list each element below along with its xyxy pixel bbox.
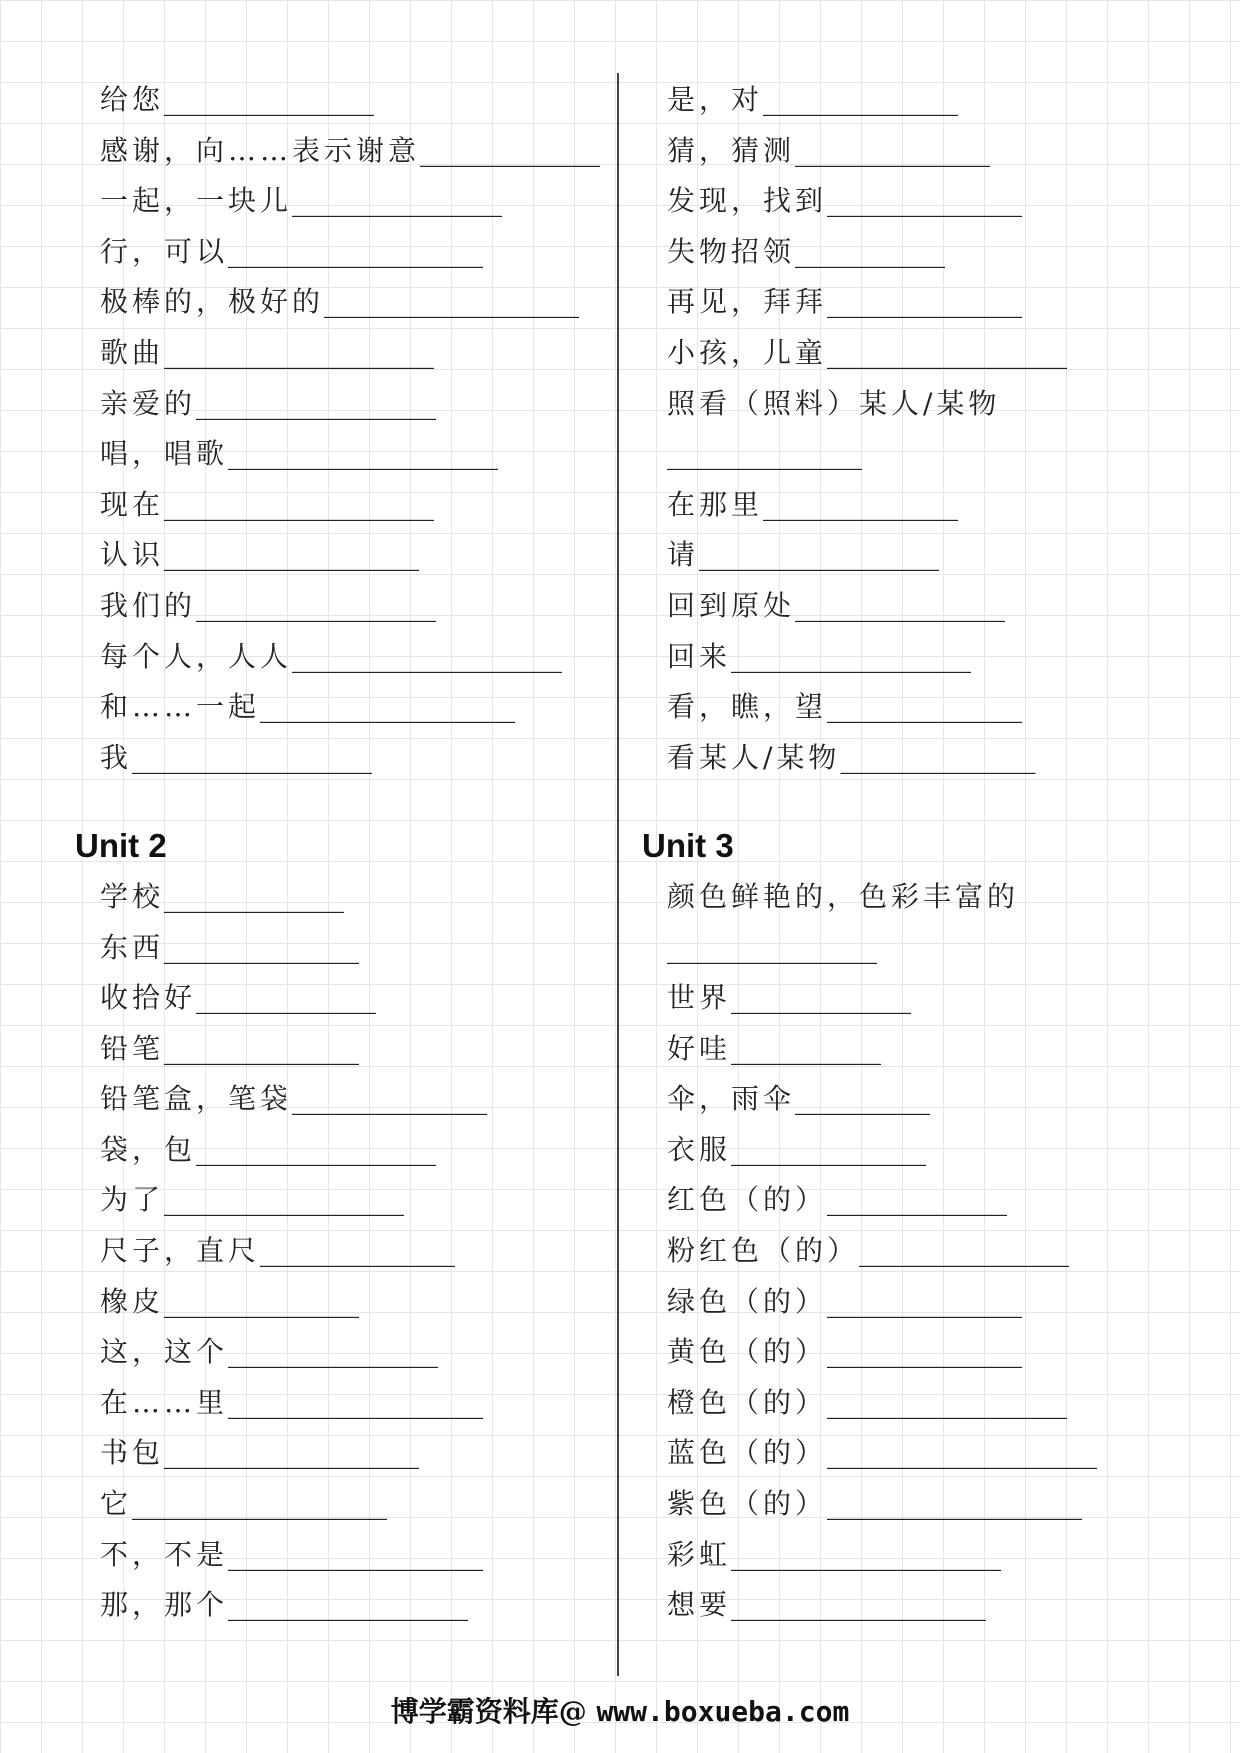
answer-blank: _____________	[164, 929, 360, 965]
vocab-item	[75, 632, 610, 683]
vocab-item	[642, 379, 1212, 430]
vocab-word: 极棒的，极好的	[100, 285, 325, 319]
answer-blank: _____________	[827, 284, 1023, 320]
answer-blank: __________________	[164, 334, 435, 370]
vocab-item	[75, 1175, 610, 1226]
vocab-item	[642, 1479, 1212, 1530]
answer-blank: ________________	[132, 739, 373, 775]
vocab-item	[75, 682, 610, 733]
vocab-word: 收拾好	[100, 981, 197, 1015]
vocab-word: 一起，一块儿	[100, 184, 293, 218]
vocab-word: 是，对	[667, 83, 764, 116]
vocab-item	[75, 1378, 610, 1429]
answer-blank: ____________	[731, 980, 912, 1016]
vocab-word: 黄色（的）	[667, 1335, 828, 1369]
vocab-word: 每个人，人人	[100, 639, 293, 673]
answer-blank: _____________	[260, 1233, 456, 1269]
vocab-item	[75, 1074, 610, 1125]
footer-url: www.boxueba.com	[596, 1695, 850, 1728]
vocab-item	[642, 1175, 1212, 1226]
left-column	[75, 75, 610, 1631]
footer-site-name: 博学霸资料库@	[390, 1695, 597, 1728]
unit-2-heading: Unit 2	[75, 827, 167, 865]
vocab-word: 彩虹	[667, 1537, 732, 1571]
vocab-item	[642, 277, 1212, 328]
vocab-item	[642, 530, 1212, 581]
vocab-word: 袋，包	[100, 1132, 197, 1166]
vocab-item	[642, 1024, 1212, 1075]
vocab-item	[642, 923, 1212, 974]
vocab-word: 颜色鲜艳的，色彩丰富的	[667, 879, 1020, 913]
answer-blank: _________________	[132, 1486, 388, 1522]
answer-blank: __________________	[164, 486, 435, 522]
answer-blank: _________________	[228, 1536, 484, 1572]
vocab-item	[642, 1327, 1212, 1378]
vocab-item	[642, 176, 1212, 227]
vocab-item	[75, 733, 610, 784]
vocab-item	[75, 1428, 610, 1479]
answer-blank: _____________	[827, 1283, 1023, 1319]
vocab-item	[642, 126, 1212, 177]
vocab-word: 在……里	[100, 1385, 229, 1419]
answer-blank: _________________	[827, 1486, 1083, 1522]
vocab-word: 回来	[667, 639, 732, 673]
answer-blank: _____________	[164, 1283, 360, 1319]
vocab-item	[642, 1074, 1212, 1125]
vocab-word: 回到原处	[667, 588, 796, 622]
answer-blank: ______________	[859, 1233, 1070, 1269]
vocab-word: 歌曲	[100, 335, 165, 369]
vocab-item	[642, 733, 1212, 784]
vocab-item	[642, 480, 1212, 531]
vocab-item	[642, 1125, 1212, 1176]
vocab-item	[642, 227, 1212, 278]
vocab-word: 我们的	[100, 588, 197, 622]
vocab-item	[642, 1378, 1212, 1429]
answer-blank: ______________	[228, 1334, 439, 1370]
answer-blank: _____________	[827, 183, 1023, 219]
vocab-word: 猜，猜测	[667, 133, 796, 167]
vocab-word: 行，可以	[100, 234, 229, 268]
vocab-word: 学校	[100, 879, 165, 913]
answer-blank: _____________	[827, 689, 1023, 725]
vocab-item	[75, 176, 610, 227]
vocab-item	[75, 480, 610, 531]
unit-3-heading: Unit 3	[642, 827, 734, 865]
answer-blank: _____________	[292, 1081, 488, 1117]
answer-blank: ________________	[731, 638, 972, 674]
vocab-item	[642, 872, 1212, 923]
vocab-word: 那，那个	[100, 1588, 229, 1622]
vocab-word: 它	[100, 1487, 133, 1521]
answer-blank: ____________	[420, 132, 601, 168]
vocab-word: 失物招领	[667, 234, 796, 268]
vocab-item	[75, 227, 610, 278]
vocab-item	[75, 1580, 610, 1631]
answer-blank: ________________	[699, 537, 940, 573]
vocab-word: 感谢，向……表示谢意	[100, 133, 421, 167]
answer-blank: _________________	[228, 233, 484, 269]
vocab-word: 世界	[667, 981, 732, 1015]
vocab-item	[75, 1479, 610, 1530]
vocab-word: 我	[100, 740, 133, 774]
vocab-word: 东西	[100, 930, 165, 964]
vocab-word: 不，不是	[100, 1537, 229, 1571]
vocab-word: 唱，唱歌	[100, 437, 229, 471]
answer-blank: ________________	[196, 385, 437, 421]
answer-blank: __________	[795, 233, 946, 269]
vocab-item	[642, 75, 1212, 126]
vocab-word: 再见，拜拜	[667, 285, 828, 319]
answer-blank: _________________	[164, 537, 420, 573]
vocab-word: 尺子，直尺	[100, 1234, 261, 1268]
vocab-word: 在那里	[667, 487, 764, 521]
vocab-item	[642, 429, 1212, 480]
answer-blank: __________________	[228, 436, 499, 472]
vocab-item	[642, 1226, 1212, 1277]
vocab-item	[642, 1580, 1212, 1631]
vocab-item	[642, 632, 1212, 683]
vocab-item	[75, 1530, 610, 1581]
answer-blank: _________________	[324, 284, 580, 320]
vocab-item	[642, 1530, 1212, 1581]
vocab-word: 小孩，儿童	[667, 335, 828, 369]
answer-blank: _____________	[731, 1131, 927, 1167]
vocab-word: 书包	[100, 1436, 165, 1470]
answer-blank: ________________	[196, 587, 437, 623]
vocab-item	[75, 973, 610, 1024]
answer-blank: __________	[731, 1030, 882, 1066]
vocab-word: 现在	[100, 487, 165, 521]
answer-blank: ________________	[827, 1384, 1068, 1420]
vocab-word: 照看（照料）某人/某物	[667, 386, 1001, 420]
answer-blank: __________________	[731, 1536, 1002, 1572]
vocab-item	[75, 1125, 610, 1176]
answer-blank: __________________	[827, 1435, 1098, 1471]
vocab-word: 绿色（的）	[667, 1284, 828, 1318]
vocab-word: 和……一起	[100, 690, 261, 724]
answer-blank: _____________	[827, 1334, 1023, 1370]
answer-blank: ____________	[196, 980, 377, 1016]
vocab-item	[642, 1428, 1212, 1479]
vocab-word: 伞，雨伞	[667, 1082, 796, 1116]
vocab-item	[642, 1277, 1212, 1328]
answer-blank: _________________	[164, 1435, 420, 1471]
answer-blank: ____________	[827, 1182, 1008, 1218]
vocab-word: 铅笔	[100, 1031, 165, 1065]
vocab-word: 红色（的）	[667, 1183, 828, 1217]
vocab-item	[75, 126, 610, 177]
answer-blank: _____________	[667, 436, 862, 472]
answer-blank: _________________	[228, 1384, 484, 1420]
vocab-word: 铅笔盒，笔袋	[100, 1082, 293, 1116]
answer-blank: ______________	[667, 929, 877, 965]
vocab-item	[75, 429, 610, 480]
vocab-word: 发现，找到	[667, 184, 828, 218]
vocab-word: 橙色（的）	[667, 1385, 828, 1419]
vocab-item	[75, 1024, 610, 1075]
vocab-word: 为了	[100, 1183, 165, 1217]
vocab-item	[75, 581, 610, 632]
vocab-item	[75, 75, 610, 126]
vocab-item	[75, 530, 610, 581]
answer-blank: ________________	[827, 334, 1068, 370]
vocab-item	[75, 872, 610, 923]
vocab-word: 橡皮	[100, 1284, 165, 1318]
vocab-item	[642, 328, 1212, 379]
vocab-item	[75, 277, 610, 328]
answer-blank: _________	[795, 1081, 931, 1117]
vocab-item	[75, 1327, 610, 1378]
vocab-item	[642, 581, 1212, 632]
vocab-word: 给您	[100, 83, 165, 116]
answer-blank: _____________	[164, 1030, 360, 1066]
vocab-item	[75, 379, 610, 430]
vocab-item	[642, 682, 1212, 733]
vocab-word: 好哇	[667, 1031, 732, 1065]
vocab-word: 亲爱的	[100, 386, 197, 420]
answer-blank: __________________	[292, 638, 563, 674]
vocab-item	[75, 923, 610, 974]
answer-blank: ______________	[795, 587, 1006, 623]
vocab-word: 想要	[667, 1588, 732, 1622]
answer-blank: _____________	[840, 739, 1036, 775]
vocab-item	[75, 1226, 610, 1277]
answer-blank: _________________	[260, 689, 516, 725]
answer-blank: ________________	[228, 1587, 469, 1623]
vocab-item	[75, 328, 610, 379]
answer-blank: ________________	[164, 1182, 405, 1218]
answer-blank: ______________	[292, 183, 503, 219]
vocab-word: 请	[667, 538, 700, 572]
answer-blank: ____________	[164, 878, 345, 914]
answer-blank: ______________	[164, 82, 375, 117]
vocab-word: 紫色（的）	[667, 1487, 828, 1521]
answer-blank: _________________	[731, 1587, 987, 1623]
vocab-item	[75, 1277, 610, 1328]
answer-blank: _____________	[795, 132, 991, 168]
vocab-word: 蓝色（的）	[667, 1436, 828, 1470]
vocab-word: 衣服	[667, 1132, 732, 1166]
vocab-word: 这，这个	[100, 1335, 229, 1369]
vocab-item	[642, 973, 1212, 1024]
answer-blank: _____________	[763, 486, 959, 522]
vocab-word: 粉红色（的）	[667, 1234, 860, 1268]
footer-watermark	[0, 1690, 1240, 1730]
vocab-word: 看，瞧，望	[667, 690, 828, 724]
vocab-word: 认识	[100, 538, 165, 572]
vocab-word: 看某人/某物	[667, 740, 841, 774]
answer-blank: _____________	[763, 82, 959, 117]
column-divider	[617, 73, 619, 1676]
answer-blank: ________________	[196, 1131, 437, 1167]
right-column	[642, 75, 1212, 1631]
